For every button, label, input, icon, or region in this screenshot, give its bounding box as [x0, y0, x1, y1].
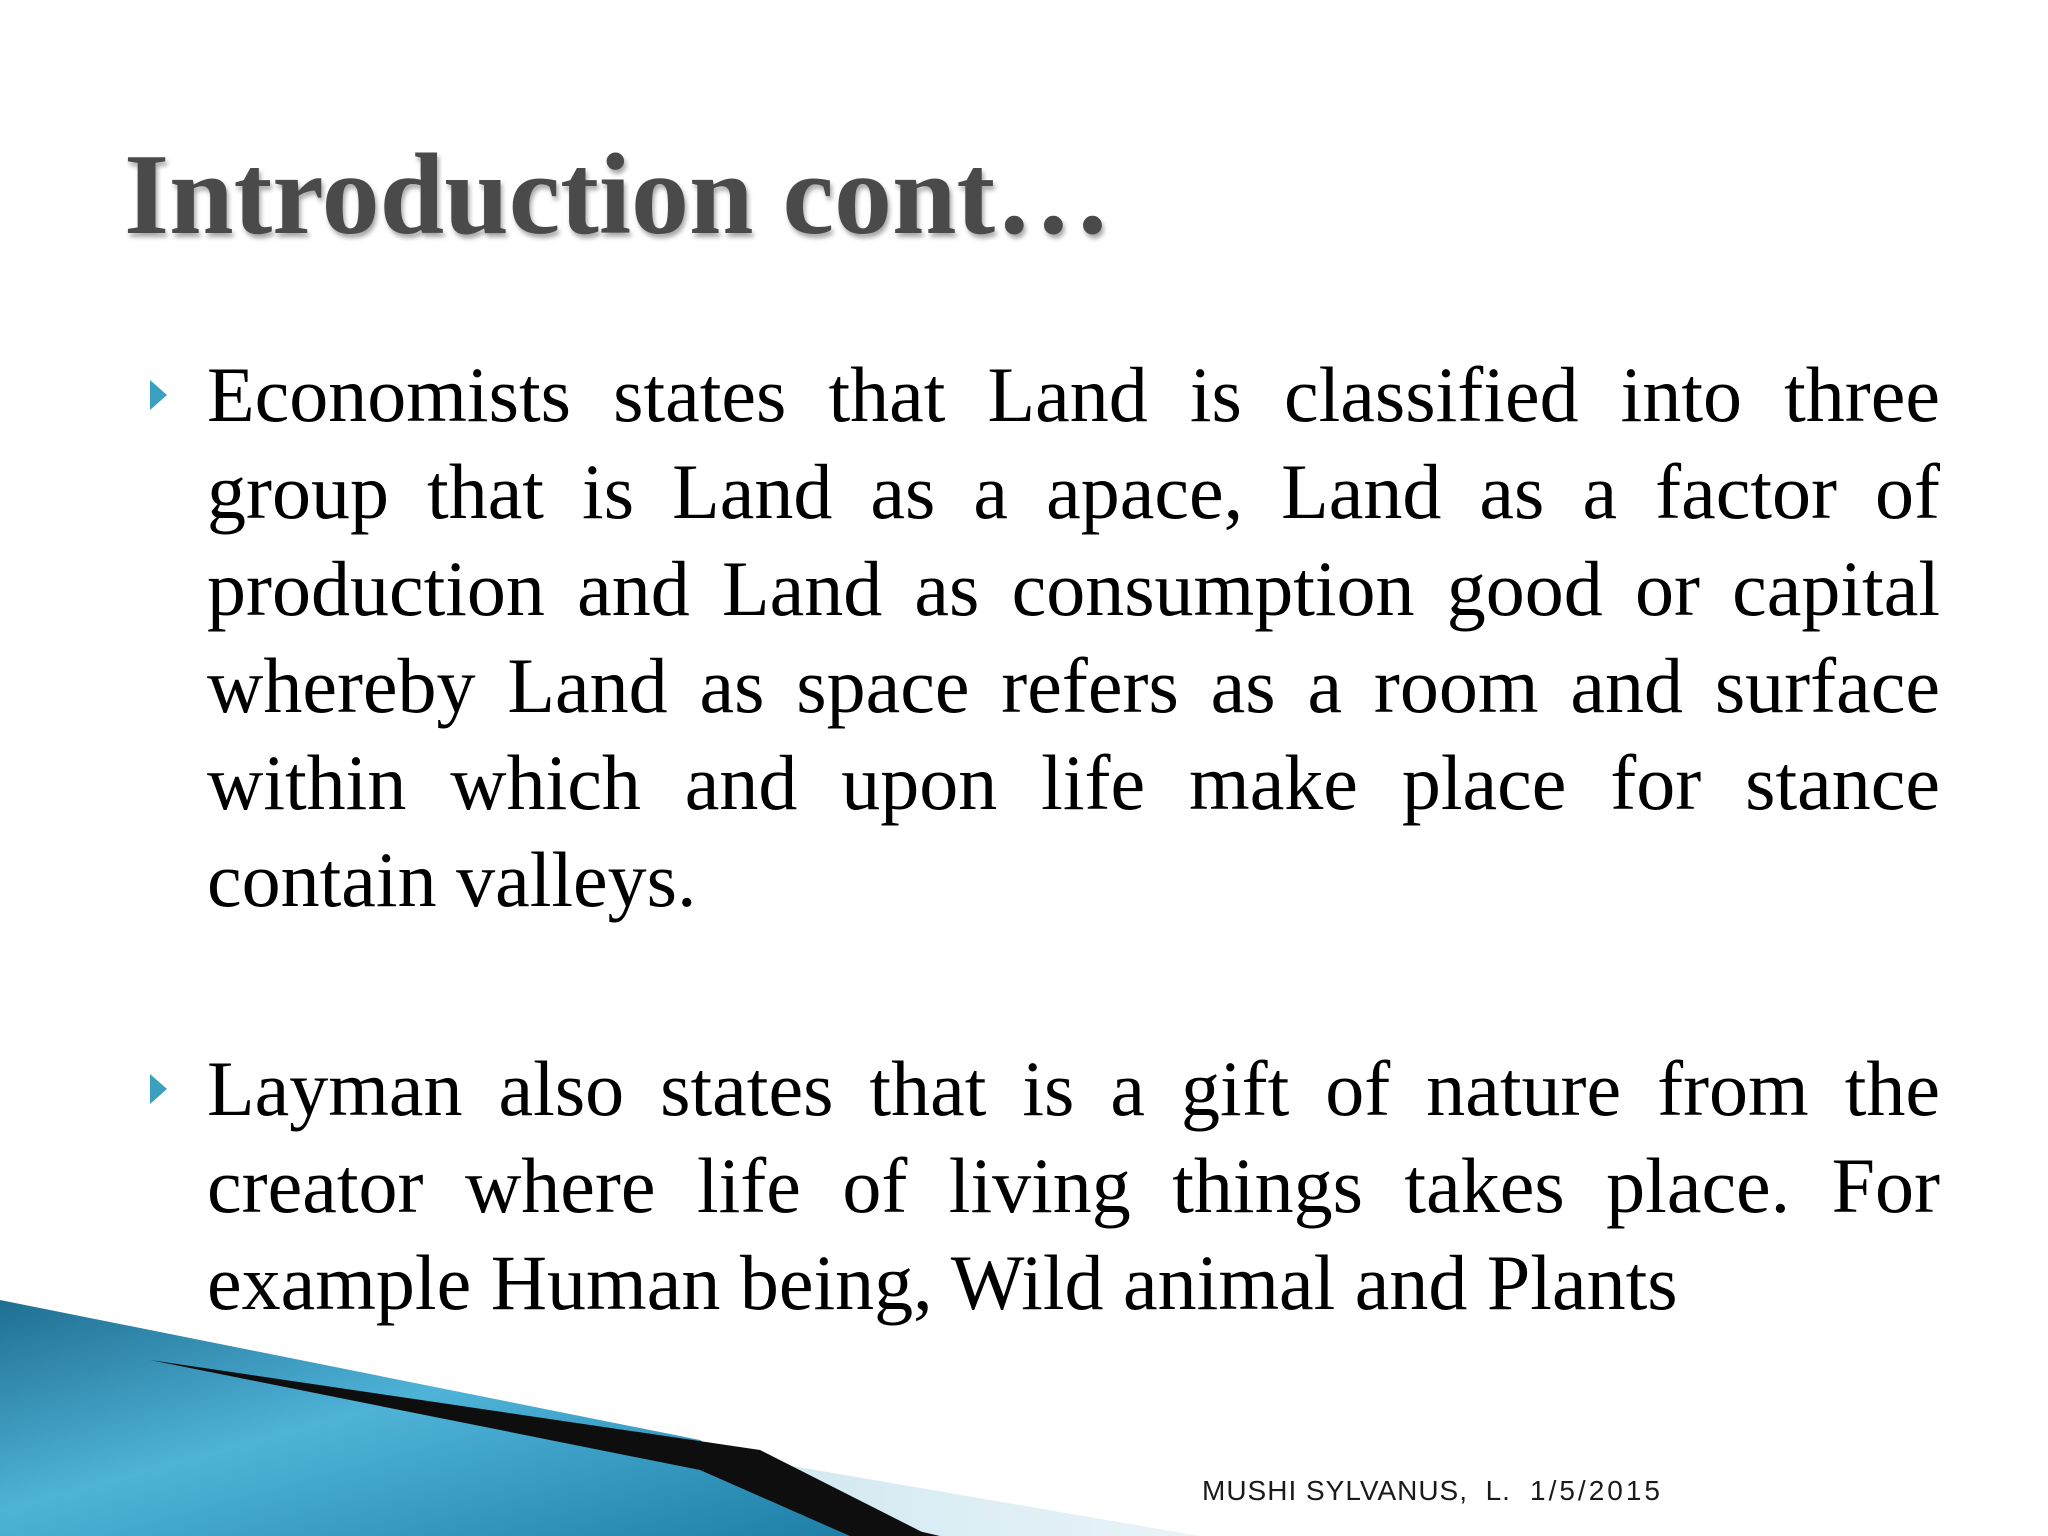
- bullet-text: Economists states that Land is classified into three group that is Land as a apace, Land as a factor of production and Land as consumption good or capital whereby Land as space refers as a room and surface within which and upon life make place for stance contain valleys.: [207, 351, 1940, 923]
- slide-title: Introduction cont…: [124, 131, 1112, 259]
- swoosh-blue-band: [0, 1300, 860, 1536]
- footer-author: MUSHI SYLVANUS, L.: [1202, 1475, 1511, 1506]
- footer-date: 1/5/2015: [1530, 1475, 1663, 1506]
- bullet-text: Layman also states that is a gift of nature from the creator where life of living things takes place. For example Human being, Wild animal and Plants: [207, 1045, 1940, 1326]
